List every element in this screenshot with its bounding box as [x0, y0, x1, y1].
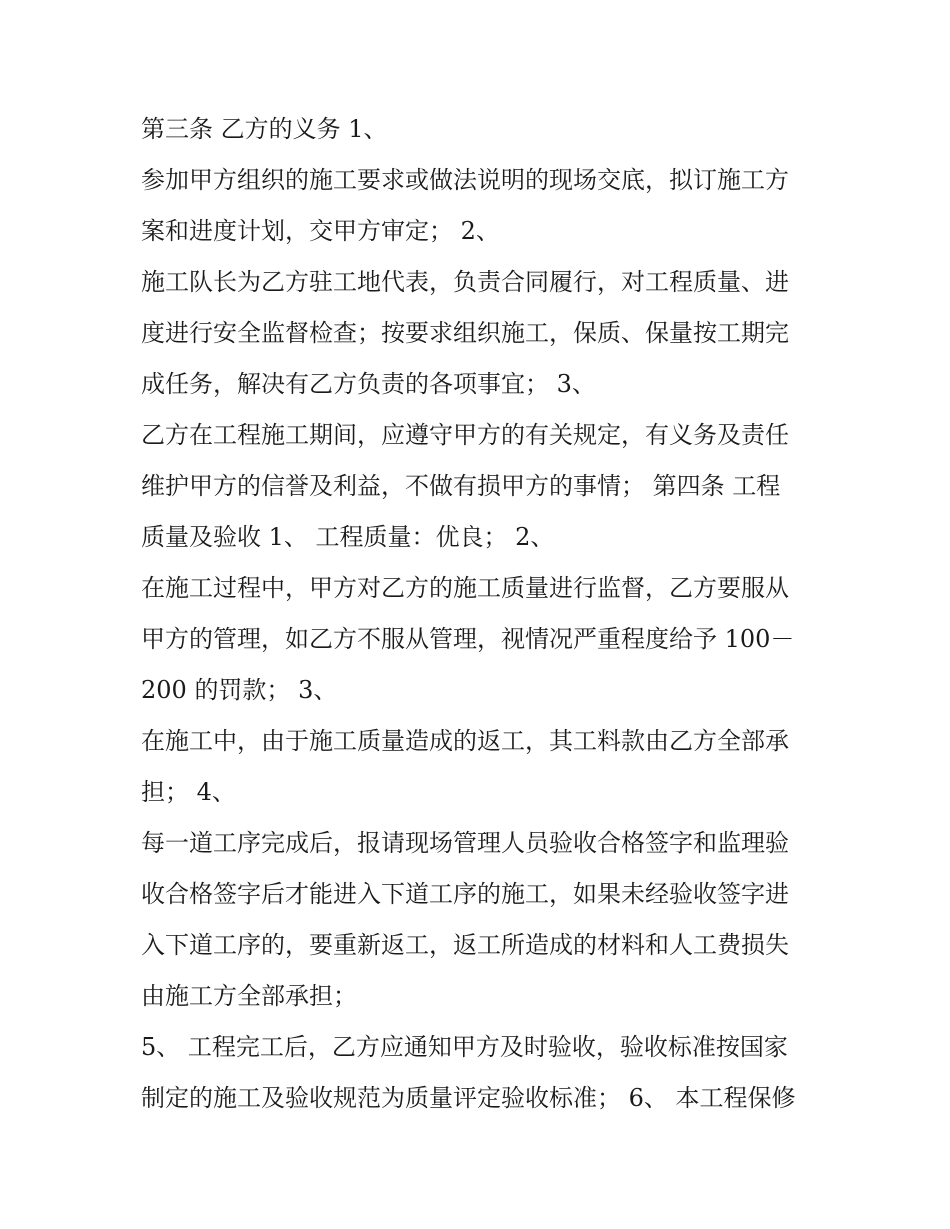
text-line: 第三条 乙方的义务 1、 [141, 115, 388, 143]
text-line: 甲方的管理，如乙方不服从管理，视情况严重程度给予 100－ [141, 625, 795, 653]
text-line: 担； 4、 [141, 778, 236, 806]
text-line: 成任务，解决有乙方负责的各项事宜； 3、 [141, 370, 596, 398]
text-line: 在施工中，由于施工质量造成的返工，其工料款由乙方全部承 [141, 727, 789, 755]
text-line: 在施工过程中，甲方对乙方的施工质量进行监督，乙方要服从 [141, 574, 789, 602]
contract-text-body [141, 104, 821, 1124]
text-line: 5、 工程完工后，乙方应通知甲方及时验收，验收标准按国家 [141, 1033, 788, 1061]
text-line: 度进行安全监督检查；按要求组织施工，保质、保量按工期完 [141, 319, 789, 347]
text-line: 收合格签字后才能进入下道工序的施工，如果未经验收签字进 [141, 880, 789, 908]
text-line: 维护甲方的信誉及利益，不做有损甲方的事情； 第四条 工程 [141, 472, 781, 500]
text-line: 200 的罚款； 3、 [141, 676, 338, 704]
text-line: 参加甲方组织的施工要求或做法说明的现场交底，拟订施工方 [141, 166, 789, 194]
text-line: 施工队长为乙方驻工地代表，负责合同履行，对工程质量、进 [141, 268, 789, 296]
text-line: 由施工方全部承担； [141, 982, 357, 1010]
text-line: 质量及验收 1、 工程质量：优良； 2、 [141, 523, 555, 551]
text-line: 制定的施工及验收规范为质量评定验收标准； 6、 本工程保修 [141, 1084, 796, 1112]
text-line: 入下道工序的，要重新返工，返工所造成的材料和人工费损失 [141, 931, 789, 959]
text-line: 案和进度计划，交甲方审定； 2、 [141, 217, 500, 245]
text-line: 每一道工序完成后，报请现场管理人员验收合格签字和监理验 [141, 829, 789, 857]
text-line: 乙方在工程施工期间，应遵守甲方的有关规定，有义务及责任 [141, 421, 789, 449]
